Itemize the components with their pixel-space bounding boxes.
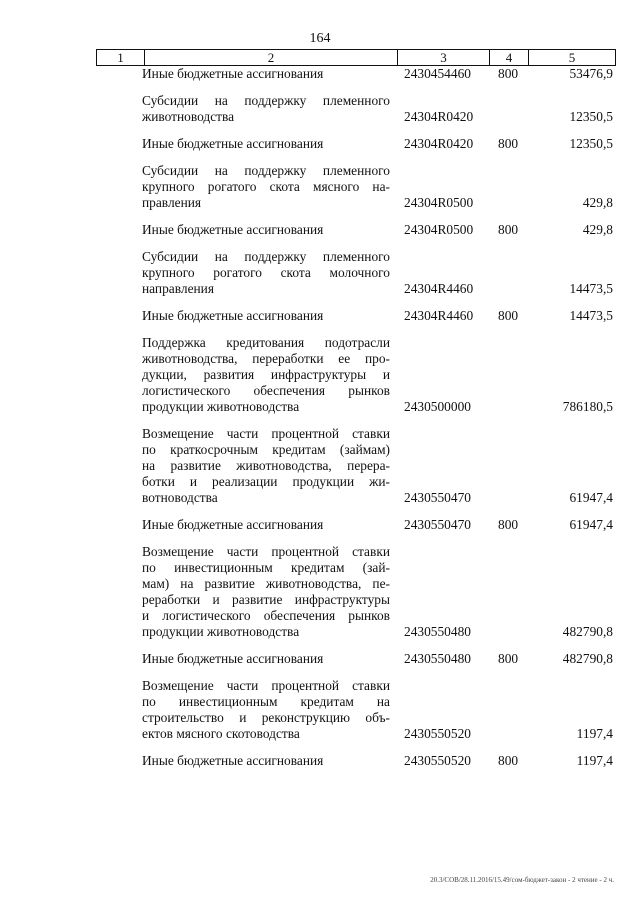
- description-line: Возмещение части процентной ставки: [142, 426, 390, 441]
- description-line: ектов мясного скотоводства: [142, 726, 300, 741]
- row-expense-type: 800: [498, 753, 519, 768]
- row-description: [142, 651, 390, 667]
- table-row: [0, 678, 640, 742]
- table-row: [0, 517, 640, 533]
- footer-stamp: 20.3/СОВ/28.11.2016/15.49/сом-бюджет-закон - 2 чтение - 2 ч.: [430, 876, 614, 884]
- description-line: ботки и реализации продукции жи-: [142, 474, 390, 489]
- row-amount: 1197,4: [576, 753, 613, 768]
- row-amount: 53476,9: [569, 66, 613, 81]
- row-description: [142, 678, 390, 742]
- row-code: 24304R0420: [404, 136, 474, 151]
- description-line: правления: [142, 195, 202, 210]
- row-amount: 14473,5: [569, 281, 613, 296]
- table-row: [0, 651, 640, 667]
- row-description: [142, 249, 390, 297]
- row-code: 24304R0420: [404, 109, 474, 124]
- column-header-table: [96, 49, 616, 66]
- row-amount: 12350,5: [569, 109, 613, 124]
- budget-rows: [0, 66, 640, 780]
- row-description: [142, 308, 390, 324]
- description-line: крупного рогатого скота мясного на-: [142, 179, 390, 194]
- table-row: [0, 335, 640, 415]
- row-description: [142, 426, 390, 506]
- row-code: 24304R4460: [404, 281, 474, 296]
- row-description: [142, 222, 390, 238]
- page-number: 164: [309, 31, 331, 46]
- row-expense-type: 800: [498, 136, 519, 151]
- row-code: 2430550520: [404, 726, 471, 741]
- description-line: мам) на развитие животноводства, пе-: [142, 576, 390, 591]
- description-line: животноводства: [142, 109, 235, 124]
- column-header-1: 1: [97, 50, 145, 66]
- row-code: 2430454460: [404, 66, 471, 81]
- table-row: [0, 753, 640, 769]
- row-amount: 429,8: [582, 222, 613, 237]
- table-row: [0, 222, 640, 238]
- row-amount: 61947,4: [569, 490, 613, 505]
- description-line: Субсидии на поддержку племенного: [142, 249, 390, 264]
- row-code: 24304R4460: [404, 308, 474, 323]
- row-amount: 429,8: [582, 195, 613, 210]
- description-line: направления: [142, 281, 215, 296]
- description-line: Возмещение части процентной ставки: [142, 544, 390, 559]
- row-expense-type: 800: [498, 222, 519, 237]
- description-line: логистического обеспечения рынков: [142, 383, 390, 398]
- description-line: по инвестиционным кредитам (зай-: [142, 560, 390, 575]
- description-line: Субсидии на поддержку племенного: [142, 93, 390, 108]
- description-line: Иные бюджетные ассигнования: [142, 308, 324, 323]
- description-line: по инвестиционным кредитам на: [142, 694, 390, 709]
- description-line: Иные бюджетные ассигнования: [142, 222, 324, 237]
- description-line: Иные бюджетные ассигнования: [142, 517, 324, 532]
- column-header-3: 3: [398, 50, 490, 66]
- description-line: Иные бюджетные ассигнования: [142, 753, 324, 768]
- row-amount: 482790,8: [562, 651, 613, 666]
- row-description: [142, 66, 390, 82]
- table-row: [0, 544, 640, 640]
- row-amount: 482790,8: [562, 624, 613, 639]
- description-line: вотноводства: [142, 490, 218, 505]
- description-line: и логистического обеспечения рынков: [142, 608, 390, 623]
- table-row: [0, 136, 640, 152]
- row-code: 2430500000: [404, 399, 471, 414]
- row-expense-type: 800: [498, 517, 519, 532]
- row-code: 2430550520: [404, 753, 471, 768]
- description-line: по краткосрочным кредитам (займам): [142, 442, 390, 457]
- row-description: [142, 335, 390, 415]
- description-line: животноводства, переработки ее про-: [142, 351, 390, 366]
- row-description: [142, 517, 390, 533]
- row-amount: 14473,5: [569, 308, 613, 323]
- row-description: [142, 93, 390, 125]
- row-code: 2430550480: [404, 651, 471, 666]
- description-line: Поддержка кредитования подотрасли: [142, 335, 390, 350]
- description-line: дукции, развития инфраструктуры и: [142, 367, 390, 382]
- row-code: 2430550480: [404, 624, 471, 639]
- table-row: [0, 163, 640, 211]
- description-line: Иные бюджетные ассигнования: [142, 651, 324, 666]
- column-header-5: 5: [529, 50, 616, 66]
- description-line: Возмещение части процентной ставки: [142, 678, 390, 693]
- description-line: крупного рогатого скота молочного: [142, 265, 390, 280]
- description-line: реработки и развитие инфраструктуры: [142, 592, 390, 607]
- description-line: продукции животноводства: [142, 399, 300, 414]
- description-line: Иные бюджетные ассигнования: [142, 66, 324, 81]
- row-amount: 61947,4: [569, 517, 613, 532]
- row-amount: 1197,4: [576, 726, 613, 741]
- column-header-row: [97, 50, 616, 66]
- column-header-4: 4: [490, 50, 529, 66]
- row-amount: 12350,5: [569, 136, 613, 151]
- table-row: [0, 93, 640, 125]
- row-amount: 786180,5: [562, 399, 613, 414]
- row-code: 2430550470: [404, 490, 471, 505]
- table-row: [0, 249, 640, 297]
- table-row: [0, 308, 640, 324]
- table-row: [0, 426, 640, 506]
- row-code: 24304R0500: [404, 222, 474, 237]
- row-code: 2430550470: [404, 517, 471, 532]
- column-header-2: 2: [145, 50, 398, 66]
- row-description: [142, 544, 390, 640]
- row-description: [142, 136, 390, 152]
- table-row: [0, 66, 640, 82]
- description-line: Субсидии на поддержку племенного: [142, 163, 390, 178]
- row-expense-type: 800: [498, 308, 519, 323]
- description-line: Иные бюджетные ассигнования: [142, 136, 324, 151]
- row-description: [142, 753, 390, 769]
- description-line: продукции животноводства: [142, 624, 300, 639]
- row-description: [142, 163, 390, 211]
- row-code: 24304R0500: [404, 195, 474, 210]
- row-expense-type: 800: [498, 66, 519, 81]
- description-line: строительство и реконструкцию объ-: [142, 710, 390, 725]
- row-expense-type: 800: [498, 651, 519, 666]
- description-line: на развитие животноводства, перера-: [142, 458, 390, 473]
